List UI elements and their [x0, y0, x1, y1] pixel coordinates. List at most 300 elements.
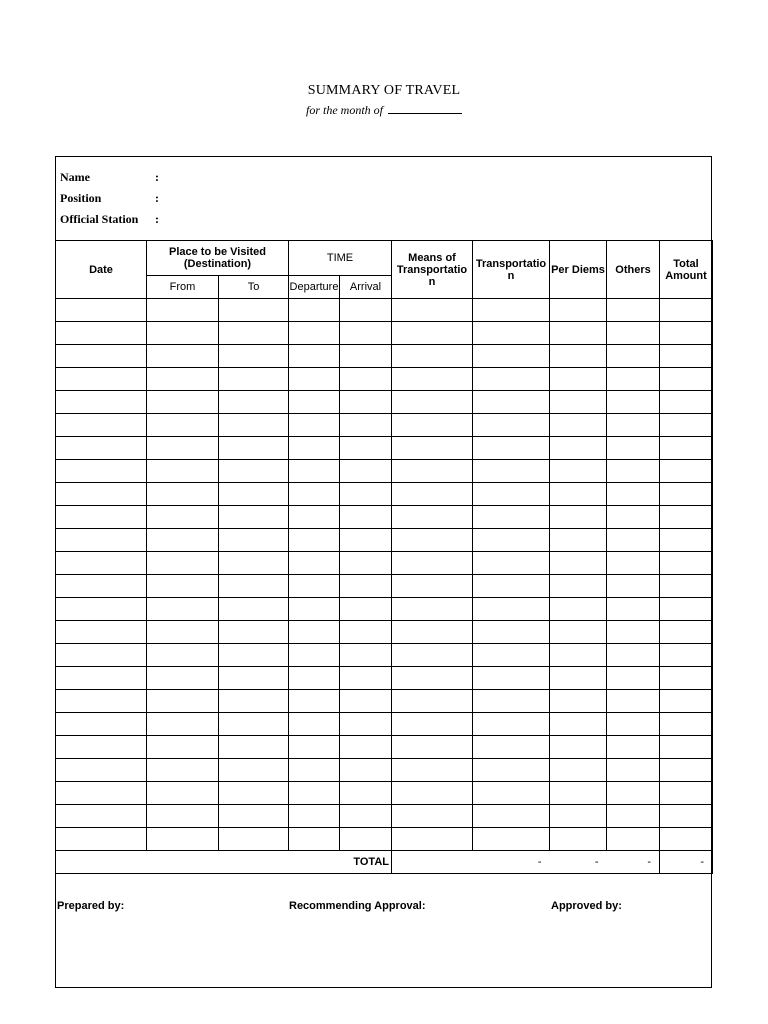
- table-cell[interactable]: [392, 621, 473, 644]
- table-cell[interactable]: [147, 575, 219, 598]
- table-cell[interactable]: [660, 437, 713, 460]
- table-cell[interactable]: [607, 782, 660, 805]
- table-cell[interactable]: [147, 529, 219, 552]
- table-cell[interactable]: [56, 736, 147, 759]
- table-cell[interactable]: [392, 322, 473, 345]
- table-cell[interactable]: [289, 345, 340, 368]
- table-cell[interactable]: [289, 552, 340, 575]
- table-cell[interactable]: [607, 621, 660, 644]
- table-cell[interactable]: [147, 782, 219, 805]
- table-cell[interactable]: [219, 644, 289, 667]
- table-cell[interactable]: [289, 713, 340, 736]
- table-cell[interactable]: [219, 483, 289, 506]
- table-cell[interactable]: [473, 805, 550, 828]
- table-cell[interactable]: [219, 621, 289, 644]
- table-cell[interactable]: [289, 460, 340, 483]
- table-cell[interactable]: [392, 782, 473, 805]
- table-cell[interactable]: [147, 736, 219, 759]
- table-cell[interactable]: [219, 414, 289, 437]
- table-cell[interactable]: [607, 299, 660, 322]
- table-cell[interactable]: [147, 437, 219, 460]
- table-row: [56, 782, 713, 805]
- table-cell[interactable]: [289, 506, 340, 529]
- table-cell[interactable]: [607, 598, 660, 621]
- table-cell[interactable]: [660, 368, 713, 391]
- table-cell[interactable]: [147, 506, 219, 529]
- table-cell[interactable]: [392, 529, 473, 552]
- table-cell[interactable]: [473, 621, 550, 644]
- table-cell[interactable]: [289, 437, 340, 460]
- table-cell[interactable]: [219, 690, 289, 713]
- table-cell[interactable]: [56, 391, 147, 414]
- table-cell[interactable]: [607, 322, 660, 345]
- table-cell[interactable]: [392, 644, 473, 667]
- table-cell[interactable]: [219, 391, 289, 414]
- station-label: Official Station: [60, 212, 139, 226]
- table-cell[interactable]: [550, 690, 607, 713]
- table-cell[interactable]: [392, 414, 473, 437]
- table-cell[interactable]: [392, 690, 473, 713]
- table-cell[interactable]: [56, 368, 147, 391]
- table-cell[interactable]: [147, 621, 219, 644]
- total-transportation: -: [473, 851, 550, 874]
- table-cell[interactable]: [289, 621, 340, 644]
- time-header: TIME: [289, 241, 392, 276]
- table-cell[interactable]: [607, 529, 660, 552]
- table-cell[interactable]: [660, 391, 713, 414]
- table-cell[interactable]: [550, 782, 607, 805]
- table-cell[interactable]: [56, 322, 147, 345]
- table-cell[interactable]: [289, 782, 340, 805]
- table-cell[interactable]: [219, 598, 289, 621]
- table-row: [56, 713, 713, 736]
- table-cell[interactable]: [56, 437, 147, 460]
- table-row: [56, 506, 713, 529]
- table-cell[interactable]: [289, 828, 340, 851]
- table-cell[interactable]: [660, 805, 713, 828]
- table-cell[interactable]: [550, 713, 607, 736]
- total-row: [56, 851, 713, 874]
- table-cell[interactable]: [392, 667, 473, 690]
- table-row: [56, 736, 713, 759]
- recommending-signature-line[interactable]: [289, 987, 472, 988]
- table-row: [56, 828, 713, 851]
- total-label: TOTAL: [56, 851, 392, 874]
- table-cell[interactable]: [289, 368, 340, 391]
- position-label: Position: [60, 191, 102, 205]
- total-amount: -: [660, 851, 713, 874]
- table-row: [56, 644, 713, 667]
- table-cell[interactable]: [550, 345, 607, 368]
- table-cell[interactable]: [550, 437, 607, 460]
- table-cell[interactable]: [340, 391, 392, 414]
- table-cell[interactable]: [147, 552, 219, 575]
- table-cell[interactable]: [147, 805, 219, 828]
- place-header: Place to be Visited (Destination): [147, 241, 289, 276]
- table-cell[interactable]: [392, 299, 473, 322]
- table-cell[interactable]: [473, 713, 550, 736]
- table-body: [56, 299, 713, 851]
- table-cell[interactable]: [289, 667, 340, 690]
- table-cell[interactable]: [289, 322, 340, 345]
- table-cell[interactable]: [550, 299, 607, 322]
- total-per-diems: -: [550, 851, 607, 874]
- table-row: [56, 345, 713, 368]
- table-cell[interactable]: [607, 644, 660, 667]
- table-cell[interactable]: [550, 644, 607, 667]
- table-row: [56, 460, 713, 483]
- table-cell[interactable]: [607, 460, 660, 483]
- total-others: -: [607, 851, 660, 874]
- table-cell[interactable]: [660, 644, 713, 667]
- table-cell[interactable]: [147, 299, 219, 322]
- table-cell[interactable]: [473, 667, 550, 690]
- table-cell[interactable]: [607, 713, 660, 736]
- month-blank[interactable]: [388, 103, 462, 114]
- table-cell[interactable]: [56, 460, 147, 483]
- table-cell[interactable]: [473, 759, 550, 782]
- table-cell[interactable]: [473, 460, 550, 483]
- table-cell[interactable]: [219, 782, 289, 805]
- table-cell[interactable]: [392, 345, 473, 368]
- table-cell[interactable]: [660, 460, 713, 483]
- table-cell[interactable]: [289, 805, 340, 828]
- table-cell[interactable]: [340, 345, 392, 368]
- table-cell[interactable]: [473, 483, 550, 506]
- table-cell[interactable]: [607, 575, 660, 598]
- table-row: [56, 437, 713, 460]
- table-row: [56, 575, 713, 598]
- table-cell[interactable]: [219, 552, 289, 575]
- table-cell[interactable]: [392, 437, 473, 460]
- form-subtitle: [0, 103, 768, 118]
- table-cell[interactable]: [340, 437, 392, 460]
- table-row: [56, 299, 713, 322]
- table-cell[interactable]: [473, 506, 550, 529]
- table-cell[interactable]: [56, 782, 147, 805]
- to-header: To: [219, 276, 289, 299]
- table-cell[interactable]: [660, 782, 713, 805]
- table-cell[interactable]: [56, 759, 147, 782]
- table-cell[interactable]: [219, 460, 289, 483]
- table-cell[interactable]: [660, 575, 713, 598]
- table-cell[interactable]: [219, 713, 289, 736]
- table-cell[interactable]: [607, 667, 660, 690]
- name-label: Name: [60, 170, 90, 184]
- date-header: Date: [56, 241, 147, 299]
- table-cell[interactable]: [392, 598, 473, 621]
- table-cell[interactable]: [340, 828, 392, 851]
- table-cell[interactable]: [607, 414, 660, 437]
- table-cell[interactable]: [56, 805, 147, 828]
- table-cell[interactable]: [660, 713, 713, 736]
- per-diems-header: Per Diems: [550, 241, 607, 299]
- table-cell[interactable]: [289, 759, 340, 782]
- table-cell[interactable]: [219, 322, 289, 345]
- table-cell[interactable]: [607, 759, 660, 782]
- table-cell[interactable]: [392, 460, 473, 483]
- table-cell[interactable]: [660, 759, 713, 782]
- table-row: [56, 667, 713, 690]
- table-cell[interactable]: [550, 598, 607, 621]
- table-cell[interactable]: [56, 299, 147, 322]
- table-cell[interactable]: [550, 368, 607, 391]
- table-cell[interactable]: [607, 345, 660, 368]
- table-cell[interactable]: [340, 759, 392, 782]
- table-cell[interactable]: [607, 552, 660, 575]
- table-cell[interactable]: [473, 391, 550, 414]
- table-cell[interactable]: [392, 759, 473, 782]
- means-header: Means of Transportatio n: [392, 241, 473, 299]
- table-cell[interactable]: [607, 828, 660, 851]
- table-cell[interactable]: [473, 598, 550, 621]
- table-cell[interactable]: [56, 529, 147, 552]
- table-cell[interactable]: [392, 828, 473, 851]
- total-cell-means: [392, 851, 473, 874]
- month-label: for the month of: [306, 103, 383, 117]
- table-cell[interactable]: [660, 667, 713, 690]
- table-cell[interactable]: [607, 736, 660, 759]
- table-cell[interactable]: [660, 529, 713, 552]
- table-cell[interactable]: [607, 805, 660, 828]
- table-cell[interactable]: [219, 299, 289, 322]
- table-cell[interactable]: [147, 483, 219, 506]
- table-cell[interactable]: [392, 736, 473, 759]
- table-cell[interactable]: [289, 736, 340, 759]
- table-cell[interactable]: [340, 506, 392, 529]
- table-cell[interactable]: [660, 736, 713, 759]
- table-cell[interactable]: [607, 690, 660, 713]
- table-cell[interactable]: [473, 552, 550, 575]
- table-cell[interactable]: [550, 667, 607, 690]
- table-cell[interactable]: [550, 575, 607, 598]
- table-cell[interactable]: [473, 575, 550, 598]
- table-cell[interactable]: [550, 759, 607, 782]
- table-cell[interactable]: [147, 345, 219, 368]
- transportation-header: Transportatio n: [473, 241, 550, 299]
- table-cell[interactable]: [56, 644, 147, 667]
- table-cell[interactable]: [56, 345, 147, 368]
- table-cell[interactable]: [219, 736, 289, 759]
- table-cell[interactable]: [550, 621, 607, 644]
- table-row: [56, 805, 713, 828]
- table-row: [56, 598, 713, 621]
- station-colon: :: [155, 212, 159, 226]
- prepared-signature-line[interactable]: [55, 987, 195, 988]
- table-cell[interactable]: [392, 552, 473, 575]
- table-cell[interactable]: [56, 621, 147, 644]
- table-cell[interactable]: [340, 805, 392, 828]
- table-cell[interactable]: [219, 828, 289, 851]
- table-cell[interactable]: [550, 529, 607, 552]
- approved-signature-line[interactable]: [548, 987, 712, 988]
- table-cell[interactable]: [56, 690, 147, 713]
- table-cell[interactable]: [550, 391, 607, 414]
- table-cell[interactable]: [56, 828, 147, 851]
- name-colon: :: [155, 170, 159, 184]
- travel-table: [55, 240, 713, 874]
- table-cell[interactable]: [147, 759, 219, 782]
- table-cell[interactable]: [56, 483, 147, 506]
- table-cell[interactable]: [289, 644, 340, 667]
- table-cell[interactable]: [147, 713, 219, 736]
- table-cell[interactable]: [340, 782, 392, 805]
- table-cell[interactable]: [219, 805, 289, 828]
- table-cell[interactable]: [219, 667, 289, 690]
- form-title: SUMMARY OF TRAVEL: [307, 83, 461, 98]
- table-row: [56, 414, 713, 437]
- table-row: [56, 552, 713, 575]
- table-cell[interactable]: [147, 460, 219, 483]
- table-cell[interactable]: [340, 483, 392, 506]
- table-cell[interactable]: [219, 345, 289, 368]
- table-cell[interactable]: [660, 552, 713, 575]
- table-cell[interactable]: [660, 621, 713, 644]
- table-cell[interactable]: [392, 368, 473, 391]
- table-cell[interactable]: [473, 345, 550, 368]
- table-cell[interactable]: [550, 828, 607, 851]
- table-cell[interactable]: [289, 299, 340, 322]
- table-cell[interactable]: [340, 552, 392, 575]
- table-cell[interactable]: [660, 828, 713, 851]
- table-cell[interactable]: [607, 437, 660, 460]
- table-cell[interactable]: [147, 690, 219, 713]
- table-cell[interactable]: [340, 598, 392, 621]
- table-cell[interactable]: [392, 483, 473, 506]
- table-cell[interactable]: [473, 299, 550, 322]
- table-row: [56, 483, 713, 506]
- others-header: Others: [607, 241, 660, 299]
- table-cell[interactable]: [147, 598, 219, 621]
- table-row: [56, 391, 713, 414]
- table-cell[interactable]: [340, 460, 392, 483]
- table-cell[interactable]: [550, 483, 607, 506]
- table-cell[interactable]: [473, 414, 550, 437]
- table-cell[interactable]: [392, 506, 473, 529]
- table-cell[interactable]: [392, 391, 473, 414]
- table-cell[interactable]: [219, 368, 289, 391]
- table-cell[interactable]: [56, 552, 147, 575]
- table-cell[interactable]: [473, 736, 550, 759]
- position-colon: :: [155, 191, 159, 205]
- table-cell[interactable]: [473, 690, 550, 713]
- table-cell[interactable]: [473, 828, 550, 851]
- table-cell[interactable]: [289, 483, 340, 506]
- table-cell[interactable]: [660, 345, 713, 368]
- table-cell[interactable]: [340, 644, 392, 667]
- table-cell[interactable]: [147, 391, 219, 414]
- table-cell[interactable]: [289, 575, 340, 598]
- table-cell[interactable]: [550, 460, 607, 483]
- table-cell[interactable]: [660, 299, 713, 322]
- table-cell[interactable]: [660, 690, 713, 713]
- table-cell[interactable]: [473, 782, 550, 805]
- table-cell[interactable]: [473, 644, 550, 667]
- table-cell[interactable]: [340, 322, 392, 345]
- table-cell[interactable]: [392, 713, 473, 736]
- table-cell[interactable]: [473, 529, 550, 552]
- table-cell[interactable]: [660, 414, 713, 437]
- table-cell[interactable]: [289, 391, 340, 414]
- table-cell[interactable]: [219, 529, 289, 552]
- table-row: [56, 621, 713, 644]
- table-cell[interactable]: [340, 713, 392, 736]
- table-row: [56, 368, 713, 391]
- table-cell[interactable]: [219, 575, 289, 598]
- table-cell[interactable]: [660, 483, 713, 506]
- table-cell[interactable]: [550, 506, 607, 529]
- table-cell[interactable]: [550, 322, 607, 345]
- table-cell[interactable]: [607, 506, 660, 529]
- table-row: [56, 529, 713, 552]
- total-amount-header: Total Amount: [660, 241, 713, 299]
- table-cell[interactable]: [607, 368, 660, 391]
- departure-header: Departure: [289, 276, 340, 299]
- table-cell[interactable]: [289, 529, 340, 552]
- table-cell[interactable]: [289, 690, 340, 713]
- table-cell[interactable]: [289, 598, 340, 621]
- table-cell[interactable]: [550, 805, 607, 828]
- table-cell[interactable]: [289, 414, 340, 437]
- table-cell[interactable]: [340, 736, 392, 759]
- table-cell[interactable]: [56, 575, 147, 598]
- prepared-by-label: Prepared by:: [57, 900, 125, 912]
- table-cell[interactable]: [147, 322, 219, 345]
- table-cell[interactable]: [340, 368, 392, 391]
- approved-by-label: Approved by:: [551, 900, 622, 912]
- table-cell[interactable]: [219, 437, 289, 460]
- table-cell[interactable]: [340, 529, 392, 552]
- table-cell[interactable]: [340, 667, 392, 690]
- table-cell[interactable]: [147, 828, 219, 851]
- table-cell[interactable]: [219, 506, 289, 529]
- table-cell[interactable]: [550, 552, 607, 575]
- table-cell[interactable]: [147, 368, 219, 391]
- table-cell[interactable]: [340, 299, 392, 322]
- arrival-header: Arrival: [340, 276, 392, 299]
- table-cell[interactable]: [56, 598, 147, 621]
- table-cell[interactable]: [660, 506, 713, 529]
- table-cell[interactable]: [56, 414, 147, 437]
- table-cell[interactable]: [340, 690, 392, 713]
- table-cell[interactable]: [473, 437, 550, 460]
- table-row: [56, 322, 713, 345]
- table-cell[interactable]: [56, 506, 147, 529]
- table-cell[interactable]: [147, 414, 219, 437]
- table-row: [56, 759, 713, 782]
- table-cell[interactable]: [392, 805, 473, 828]
- table-cell[interactable]: [392, 575, 473, 598]
- table-cell[interactable]: [56, 667, 147, 690]
- table-cell[interactable]: [147, 644, 219, 667]
- table-cell[interactable]: [550, 414, 607, 437]
- table-cell[interactable]: [660, 322, 713, 345]
- from-header: From: [147, 276, 219, 299]
- table-cell[interactable]: [340, 621, 392, 644]
- table-cell[interactable]: [607, 391, 660, 414]
- table-cell[interactable]: [660, 598, 713, 621]
- table-cell[interactable]: [473, 368, 550, 391]
- table-cell[interactable]: [219, 759, 289, 782]
- recommending-approval-label: Recommending Approval:: [289, 900, 426, 912]
- table-cell[interactable]: [607, 483, 660, 506]
- table-cell[interactable]: [473, 322, 550, 345]
- table-cell[interactable]: [340, 575, 392, 598]
- table-cell[interactable]: [56, 713, 147, 736]
- table-cell[interactable]: [340, 414, 392, 437]
- table-cell[interactable]: [550, 736, 607, 759]
- table-cell[interactable]: [147, 667, 219, 690]
